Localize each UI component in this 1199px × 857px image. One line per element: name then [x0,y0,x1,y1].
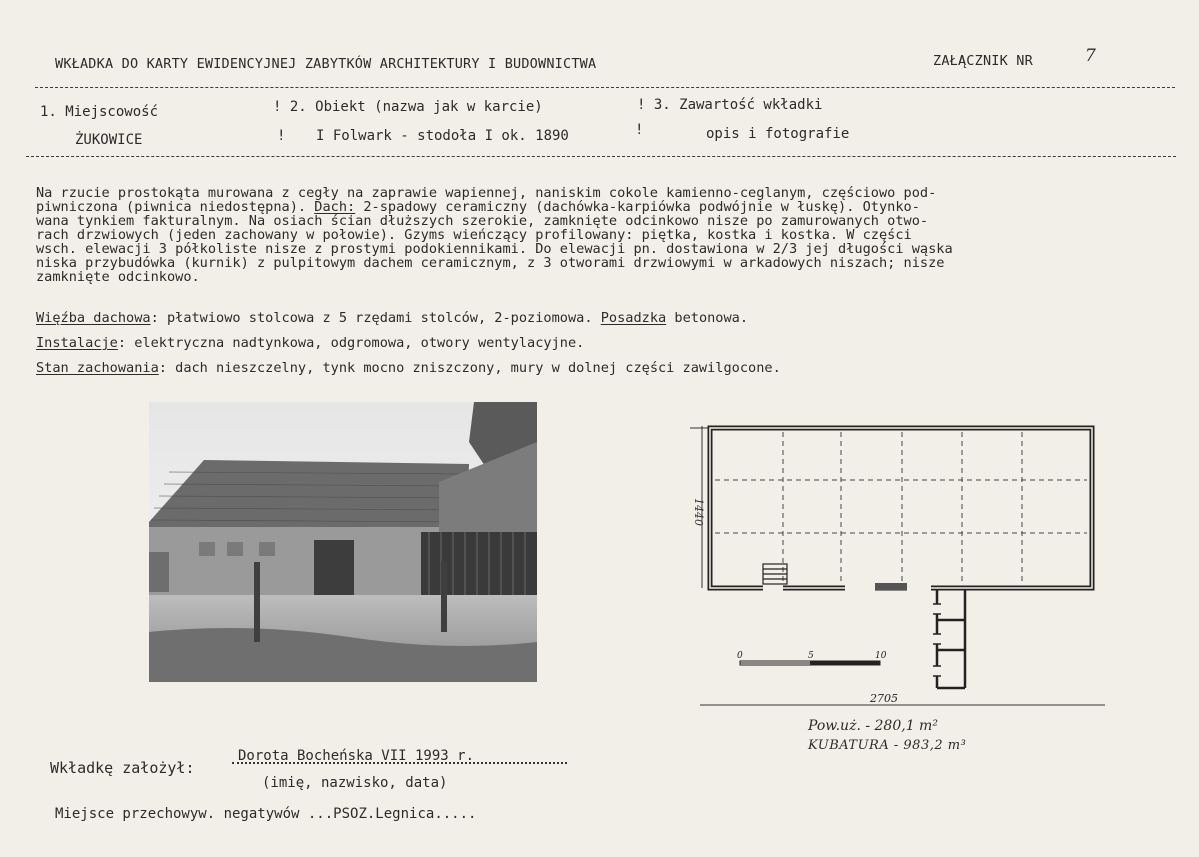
created-by-dotted-line [232,752,567,764]
barn-photograph [149,402,537,682]
negatives-storage-line [55,806,476,822]
cubature: KUBATURA - 983,2 m³ [808,738,967,753]
negatives-storage-label: Miejsce przechowyw. negatywów ... [55,806,334,822]
description-line: zamknięte odcinkowo. [36,269,200,285]
plan-wall-opening [907,584,931,592]
plan-wall-hatch [875,583,907,590]
field-separator: ! [277,128,286,144]
created-by-label: Wkładkę założył: [50,759,195,777]
condition-heading: Stan zachowania [36,360,159,376]
plan-wall-opening [845,584,875,592]
plan-annex [937,590,965,688]
description [36,186,1196,284]
plan-scale-bar [737,651,887,665]
truss-heading: Więźba dachowa [36,310,151,326]
floor-plan [675,418,1115,728]
content-value: opis i fotografie [706,126,850,142]
description-line: Na rzucie prostokąta murowana z cegły na zaprawie wapiennej, naniskim cokole kamienno-ceglanym, częściowo pod- [36,185,937,201]
roof-heading: Dach: [314,199,356,215]
installations-heading: Instalacje [36,335,118,351]
description-line: piwniczona (piwnica niedostępna). Dach: 2-spadowy ceramiczny (dachówka-karpiówka podwójnie w łuskę). Otynko- [36,199,920,215]
floor-heading: Posadzka [600,310,667,326]
field-separator: ! [635,122,644,138]
annex-label: ZAŁĄCZNIK NR [933,53,1033,69]
form-title: WKŁADKA DO KARTY EWIDENCYJNEJ ZABYTKÓW ARCHITEKTURY I BUDOWNICTWA [55,56,597,72]
annex-number: 7 [1085,46,1096,66]
locality-label: 1. Miejscowość [40,104,159,120]
object-label: ! 2. Obiekt (nazwa jak w karcie) [273,99,543,115]
description-line: wsch. elewacji 3 półkoliste nisze z prostymi podokiennikami. Do elewacji pn. dostawiona w 2/3 jej długości wąska [36,241,953,257]
usable-area: Pow.uż. - 280,1 m² [808,718,938,734]
object-value: I Folwark - stodoła I ok. 1890 [316,128,569,144]
plan-scale-label: 5 [808,651,814,661]
negatives-storage-value: PSOZ.Legnica [333,806,435,822]
plan-scale-label: 10 [875,651,887,661]
description-line: wana tynkiem fakturalnym. Na osiach ścian dłuższych szerokie, zamknięte odcinkowo nisze po zamurowanych otwo- [36,213,929,229]
plan-wall-opening [763,584,783,592]
installations-line: Instalacje: elektryczna nadtynkowa, odgromowa, otwory wentylacyjne. [36,335,585,351]
description-line: niska przybudówka (kurnik) z pulpitowym dachem ceramicznym, z 3 otworami drzwiowymi w arkadowych niszach; nisze [36,255,945,271]
fields-divider [26,156,1176,157]
plan-grid [715,432,1087,584]
plan-width-label: 2705 [870,692,898,705]
locality-value: ŻUKOWICE [75,132,143,148]
plan-depth-label: 1440 [692,498,705,526]
created-by-value: Dorota Bocheńska VII 1993 r. [238,748,475,764]
description-line: rach drzwiowych (jeden zachowany w połowie). Gzyms wieńczący profilowany: piętka, kostka i kostka. W części [36,227,912,243]
condition-line: Stan zachowania: dach nieszczelny, tynk mocno zniszczony, mury w dolnej części zawilgocone. [36,360,781,376]
created-by-hint: (imię, nazwisko, data) [262,775,448,791]
plan-scale-label: 0 [737,651,743,661]
content-label: ! 3. Zawartość wkładki [637,97,823,113]
truss-line: Więźba dachowa: płatwiowo stolcowa z 5 rzędami stolców, 2-poziomowa. Posadzka betonowa. [36,310,749,326]
header-divider [35,87,1175,88]
negatives-storage-dots: ..... [434,806,477,822]
